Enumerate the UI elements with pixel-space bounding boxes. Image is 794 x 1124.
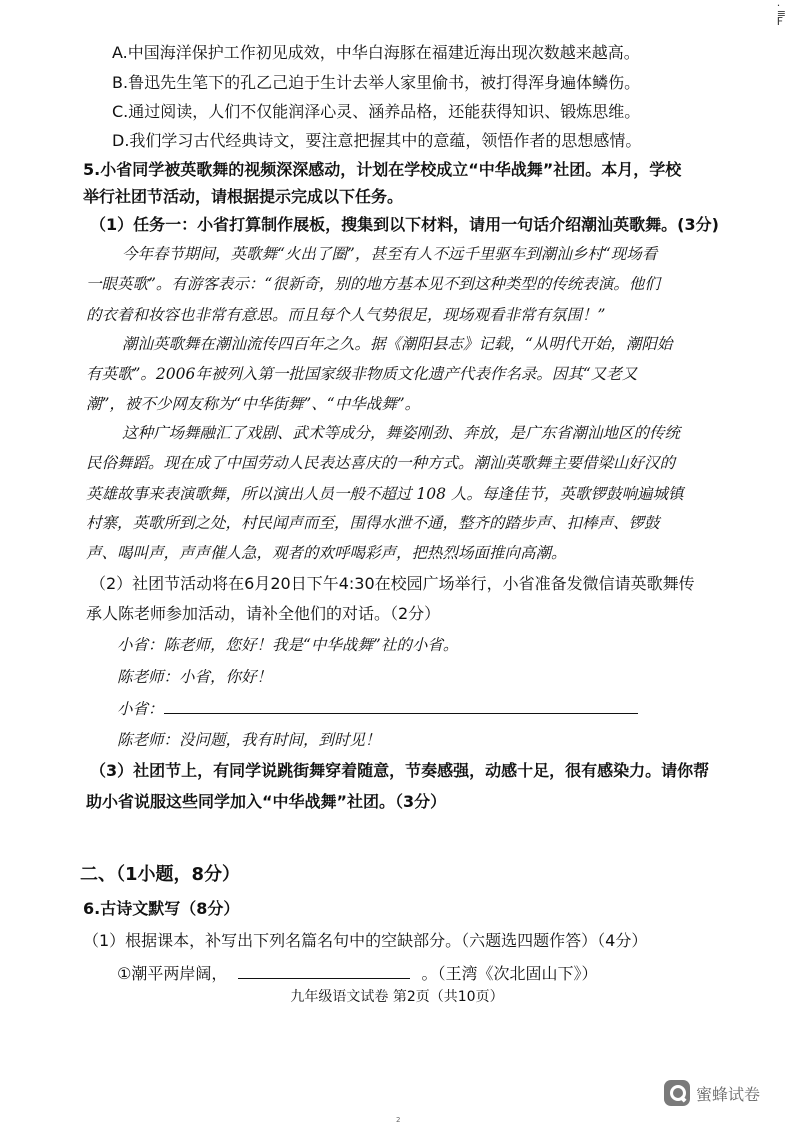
dialogue-line: 陈老师：小省，你好！ — [117, 668, 273, 686]
poem-blank[interactable] — [238, 962, 410, 979]
q5-task-2-line-2: 承人陈老师参加活动，请补全他们的对话。（2分） — [86, 604, 441, 623]
material-line: 潮”，被不少网友称为“中华街舞”、“中华战舞”。 — [86, 395, 421, 413]
option-c: C.通过阅读，人们不仅能润泽心灵、涵养品格，还能获得知识、锻炼思维。 — [112, 102, 641, 121]
option-d: D.我们学习古代经典诗文，要注意把握其中的意蕴，领悟作者的思想感情。 — [112, 131, 642, 150]
material-line: 声、喝叫声，声声催人急，观者的欢呼喝彩声，把热烈场面推向高潮。 — [86, 544, 567, 562]
material-line: 的衣着和妆容也非常有意思。而且每个人气势很足，现场观看非常有氛围！” — [86, 306, 606, 324]
dialogue-answer-row — [117, 697, 638, 720]
material-line: 这种广场舞融汇了戏剧、武术等成分，舞姿刚劲、奔放，是广东省潮汕地区的传统 — [122, 424, 681, 442]
section-2-heading: 二、（1小题，8分） — [80, 864, 241, 885]
q5-task-1: （1）任务一：小省打算制作展板，搜集到以下材料，请用一句话介绍潮汕英歌舞。(3分) — [90, 215, 719, 234]
dialogue-speaker: 小省： — [117, 700, 164, 718]
option-a: A.中国海洋保护工作初见成效，中华白海豚在福建近海出现次数越来越高。 — [112, 43, 640, 62]
dialogue-line: 陈老师：没问题，我有时间，到时见！ — [117, 731, 381, 749]
poem-end: 。（王湾《次北固山下》） — [421, 964, 598, 983]
answer-blank[interactable] — [164, 697, 638, 714]
watermark — [664, 1080, 760, 1106]
poem-start: ①潮平两岸阔， — [117, 964, 228, 983]
q5-task-3-line-1: （3）社团节上，有同学说跳街舞穿着随意，节奏感强，动感十足，很有感染力。请你帮 — [90, 761, 710, 780]
material-line: 一眼英歌”。有游客表示：“很新奇，别的地方基本见不到这种类型的传统表演。他们 — [86, 275, 660, 293]
option-b: B.鲁迅先生笔下的孔乙己迫于生计去举人家里偷书，被打得浑身遍体鳞伤。 — [112, 73, 641, 92]
dialogue-line: 小省：陈老师，您好！我是“中华战舞”社的小省。 — [117, 636, 459, 654]
bottom-mark: 2 — [396, 1116, 401, 1124]
material-line: 村寨，英歌所到之处，村民闻声而至，围得水泄不通，整齐的踏步声、扣棒声、锣鼓 — [86, 514, 660, 532]
material-line: 潮汕英歌舞在潮汕流传四百年之久。据《潮阳县志》记载，“从明代开始，潮阳始 — [122, 335, 673, 353]
corner-scan-mark: · ≡ F — [776, 0, 786, 28]
material-line: 英雄故事来表演歌舞，所以演出人员一般不超过 108 人。每逢佳节，英歌锣鼓响遍城镇 — [86, 485, 684, 503]
q6-part-1: （1）根据课本，补写出下列名篇名句中的空缺部分。（六题选四题作答）（4分） — [83, 931, 648, 950]
q5-task-2-line-1: （2）社团节活动将在6月20日下午4:30在校园广场举行，小省准备发微信请英歌舞传 — [90, 574, 695, 593]
material-line: 民俗舞蹈。现在成了中国劳动人民表达喜庆的一种方式。潮汕英歌舞主要借梁山好汉的 — [86, 454, 676, 472]
q6-title: 6.古诗文默写（8分） — [83, 899, 240, 918]
page-footer: 九年级语文试卷 第2页（共10页） — [290, 989, 504, 1005]
material-line: 有英歌”。2006年被列入第一批国家级非物质文化遗产代表作名录。因其“又老又 — [86, 365, 638, 383]
q5-task-3-line-2: 助小省说服这些同学加入“中华战舞”社团。（3分） — [86, 792, 447, 811]
q5-stem-line-2: 举行社团节活动，请根据提示完成以下任务。 — [83, 187, 404, 206]
watermark-text: 蜜蜂试卷 — [696, 1084, 761, 1104]
material-line: 今年春节期间，英歌舞“火出了圈”，甚至有人不远千里驱车到潮汕乡村“现场看 — [122, 245, 658, 263]
search-logo-icon — [664, 1080, 690, 1106]
q5-stem-line-1: 5.小省同学被英歌舞的视频深深感动，计划在学校成立“中华战舞”社团。本月，学校 — [83, 160, 682, 179]
poem-row — [117, 962, 598, 985]
